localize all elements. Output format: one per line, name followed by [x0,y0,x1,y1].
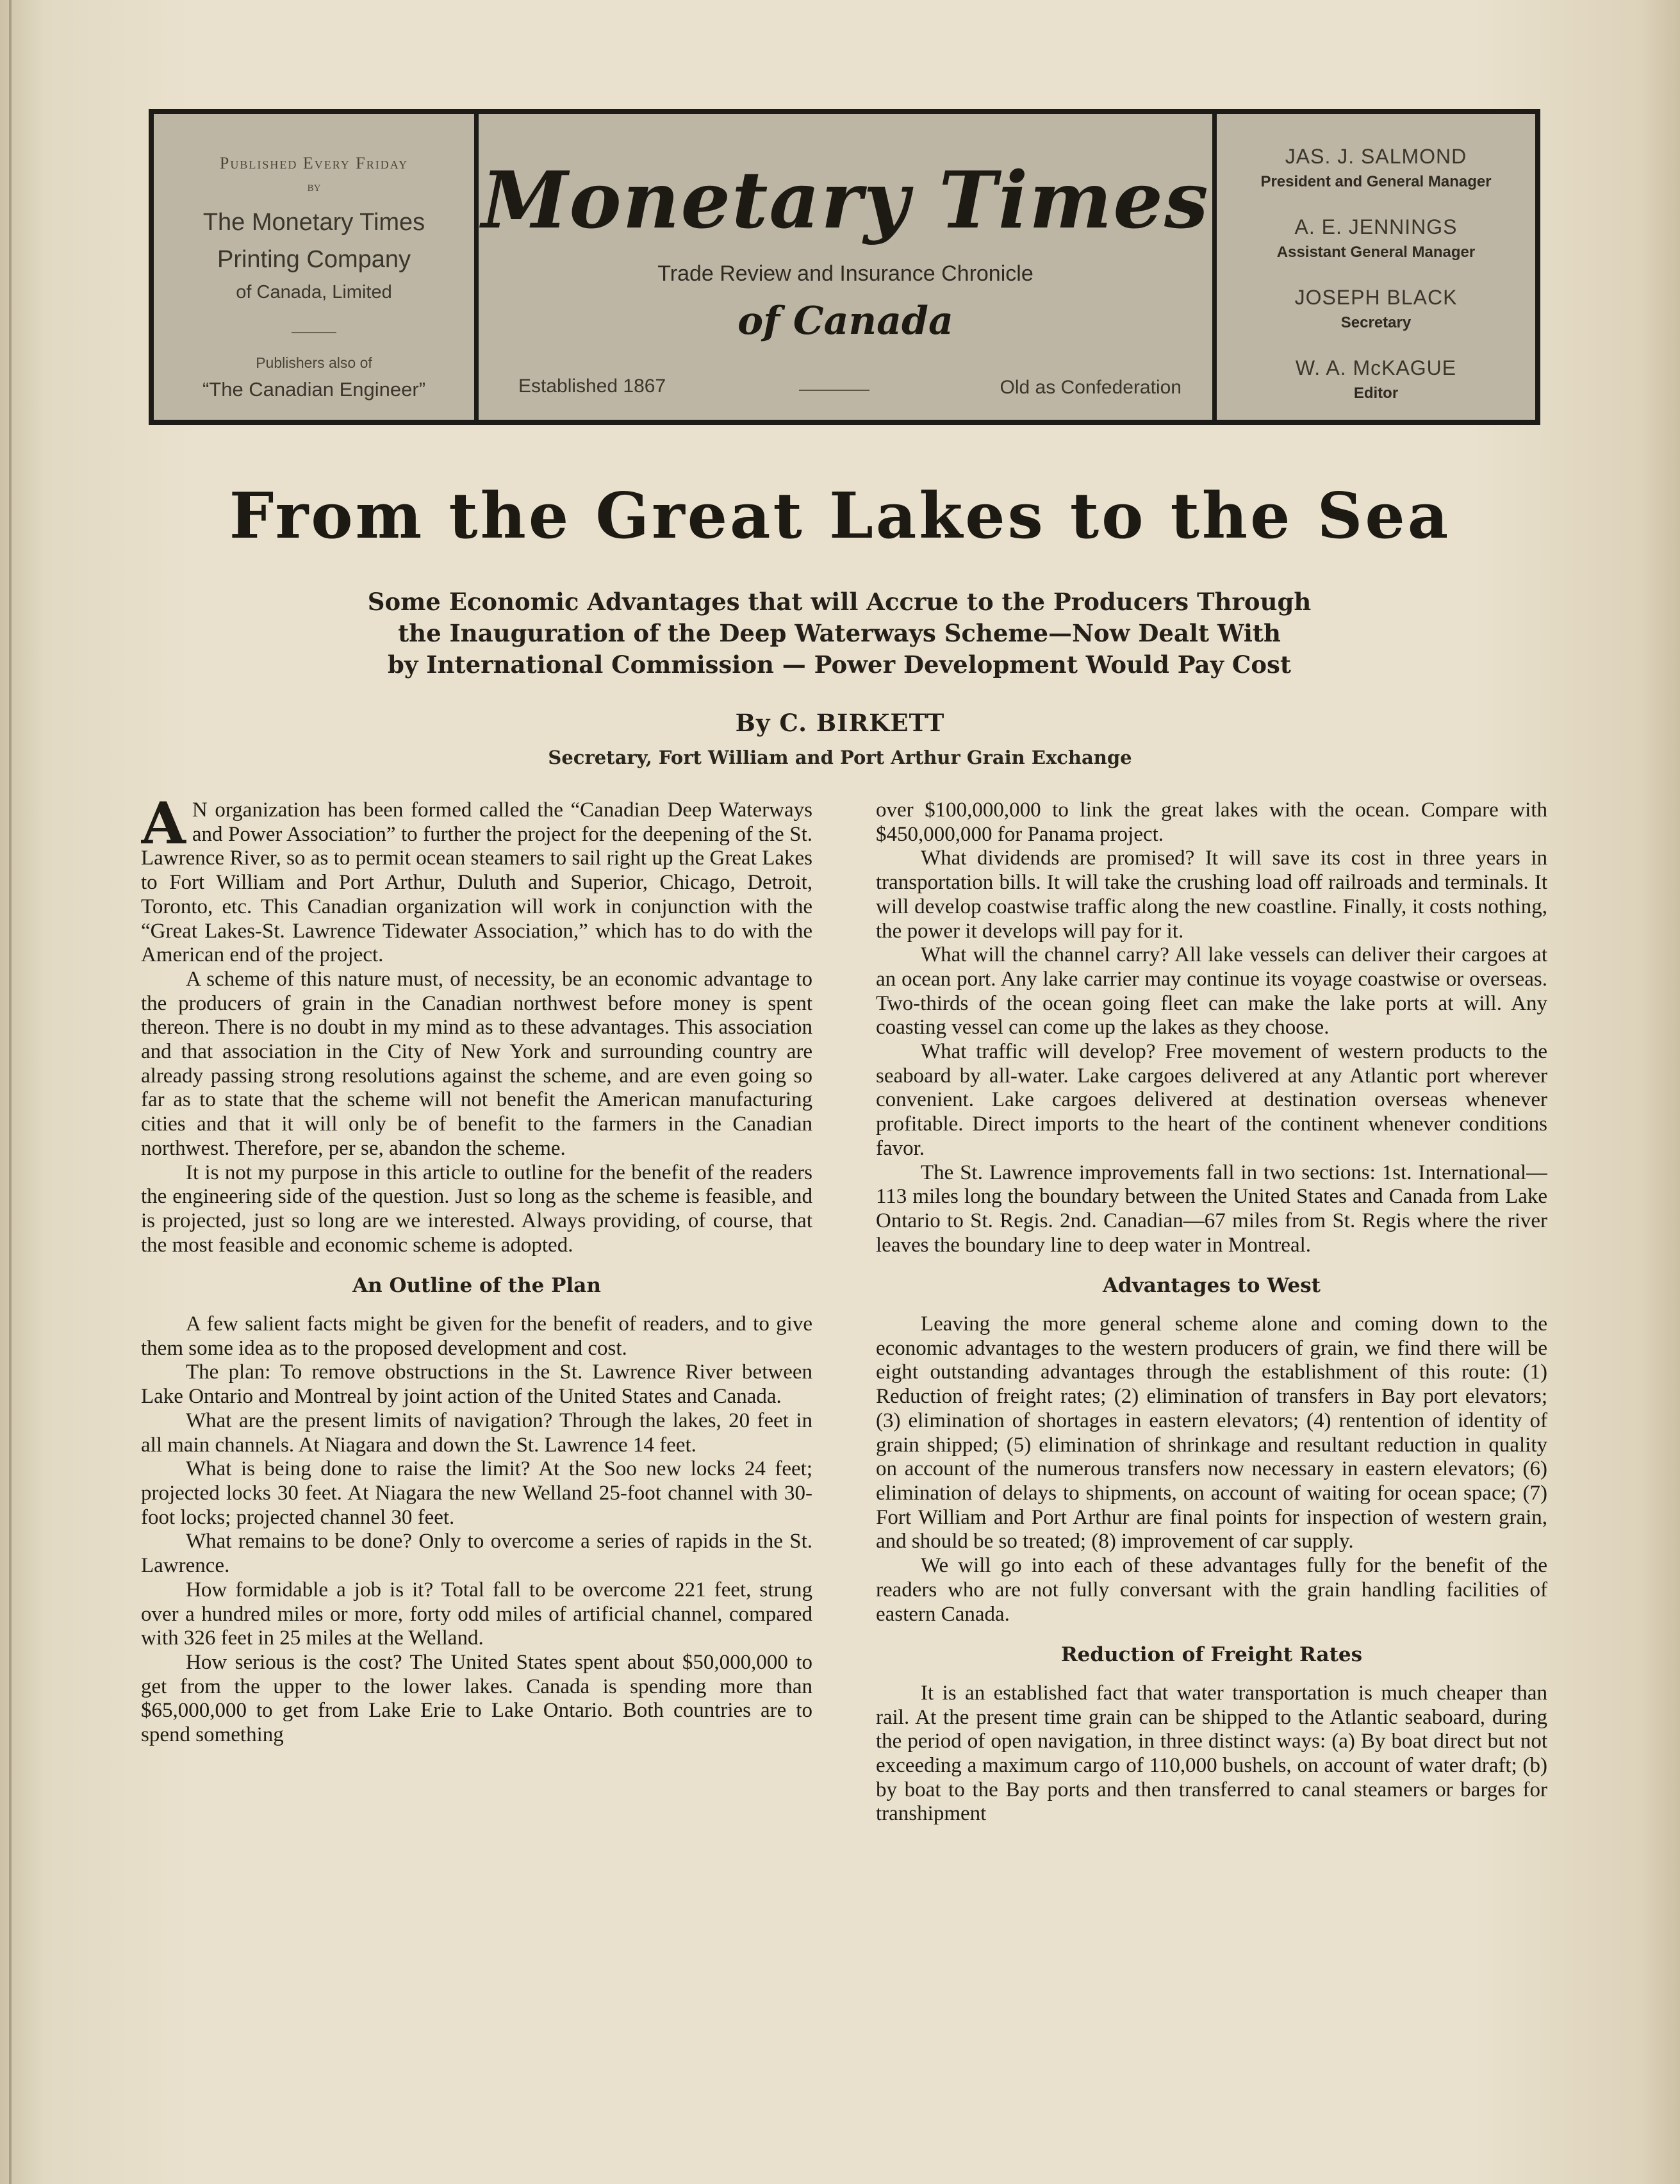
article-byline: By C. BIRKETT [735,709,945,737]
paragraph: The St. Lawrence improvements fall in two sections: 1st. International—113 miles long the boundary between the United States and Canada from Lake Ontario to St. Regis. 2nd. Canadian—67 miles from St. Regis where the river leaves the boundary line to deep water in Montreal. [876,1161,1547,1257]
publisher-by: by [307,178,321,194]
paragraph: What are the present limits of navigation? Through the lakes, 20 feet in all main channels. At Niagara and down the St. Lawrence 14 feet. [141,1409,812,1457]
officer-name: A. E. JENNINGS [1294,215,1458,238]
paragraph: What remains to be done? Only to overcome a series of rapids in the St. Lawrence. [141,1530,812,1578]
author-affiliation: Secretary, Fort William and Port Arthur Grain Exchange [548,747,1132,768]
masthead-dash [799,390,869,391]
paragraph-text: N organization has been formed called the “Canadian Deep Waterways and Power Association” to further the project for the deepening of the St. Lawrence River, so as to permit ocean steamers to sail right up the Great Lakes to Fort William and Port Arthur, Duluth and Superior, Chicago, Detroit, Toronto, etc. This Canadian organization will work in conjunction with the “Great Lakes-St. Lawrence Tidewater Association,” which has to do with the American end of the project. [141,798,812,967]
paragraph [141,798,812,968]
publisher-name-line3: of Canada, Limited [236,282,392,302]
article-column-left [141,798,812,2106]
paragraph: What dividends are promised? It will save its cost in three years in transportation bills. It will take the crushing load off railroads and terminals. It will develop coastwise traffic along the new coastline. Finally, it costs nothing, the power it develops will pay for it. [876,847,1547,943]
old-as-confederation: Old as Confederation [1000,377,1182,398]
binding-edge [9,0,12,2184]
deck-line: Some Economic Advantages that will Accrue to the Producers Through [367,588,1312,616]
officer-role: Assistant General Manager [1276,244,1476,261]
officer-role: Secretary [1340,314,1412,331]
paragraph: The plan: To remove obstructions in the St. Lawrence River between Lake Ontario and Montreal by joint action of the United States and Canada. [141,1361,812,1409]
published-every-friday: Published Every Friday [219,154,409,172]
publisher-divider [292,332,336,333]
paragraph: A scheme of this nature must, of necessity, be an economic advantage to the producers of grain in the Canadian northwest before money is spent thereon. There is no doubt in my mind as to these advantages. This association and that association in the City of New York and surrounding country are already passing strong resolutions against the scheme, and are even going so far as to state that the scheme will not benefit the American manufacturing cities and that it will only be of benefit to the farmers in the Canadian northwest. Therefore, per se, abandon the scheme. [141,967,812,1160]
newspaper-of-canada: of Canada [737,299,953,343]
paragraph: A few salient facts might be given for the benefit of readers, and to give them some idea as to the proposed development and cost. [141,1312,812,1360]
paragraph: Leaving the more general scheme alone and coming down to the economic advantages to the western producers of grain, we find there will be eight outstanding advantages through the establishment of this route: (1) Reduction of freight rates; (2) elimination of transfers in Bay port elevators; (3) elimination of shortages in eastern elevators; (4) rentention of identity of grain shipped; (5) elimination of shrinkage and resultant reduction in quality on account of the numerous transfers now necessary in eastern elevators; (6) elimination of delays to shipments, on account of waiting for ocean space; (7) Fort William and Port Arthur are final points for inspection of western grain, and should be so treated; (8) improvement of car supply. [876,1312,1547,1553]
masthead-officers-panel [1217,114,1535,420]
section-heading: An Outline of the Plan [352,1274,601,1298]
publisher-name-line2: Printing Company [217,246,411,273]
publisher-name-line1: The Monetary Times [202,209,425,236]
paragraph: What will the channel carry? All lake vessels can deliver their cargoes at an ocean port. Any lake carrier may continue its voyage coastwise or overseas. Two-thirds of the ocean going fleet can make the lake ports at will. Any coasting vessel can come up the lakes as they choose. [876,943,1547,1039]
article-headline: From the Great Lakes to the Sea [229,479,1451,553]
paragraph: What traffic will develop? Free movement of western products to the seaboard by all-water. Lake cargoes delivered at any Atlantic port wherever convenient. Lake cargoes delivered at destination overseas whenever profitable. Direct imports to the heart of the continent whenever conditions favor. [876,1040,1547,1160]
masthead [149,109,1540,425]
sister-publication: “The Canadian Engineer” [202,378,426,401]
paragraph: How serious is the cost? The United States spent about $50,000,000 to get from the upper to the lower lakes. Canada is spending more than $65,000,000 to get from Lake Erie to Lake Ontario. Both countries are to spend something [141,1650,812,1747]
drop-cap: A [141,798,186,857]
newspaper-subtitle: Trade Review and Insurance Chronicle [657,261,1034,286]
newspaper-title: Monetary Times [481,154,1210,246]
publishers-also-of: Publishers also of [256,354,372,371]
deck-line: by International Commission — Power Development Would Pay Cost [388,650,1291,679]
section-heading: Reduction of Freight Rates [1060,1643,1363,1667]
paragraph: It is an established fact that water transportation is much cheaper than rail. At the present time grain can be shipped to the Atlantic seaboard, during the period of open navigation, in three distinct ways: (a) By boat direct but not exceeding a maximum cargo of 110,000 bushels, on account of water draft; (b) by boat to the Bay ports and then transferred to canal steamers or barges for transhipment [876,1681,1547,1826]
article-column-right [876,798,1547,2106]
officer-name: JAS. J. SALMOND [1285,145,1467,168]
publisher-name [154,204,474,278]
established-date: Established 1867 [518,376,666,397]
paragraph: It is not my purpose in this article to outline for the benefit of the readers the engineering side of the question. Just so long as the scheme is feasible, and is projected, just so long are we interested. Always providing, of course, that the most feasible and economic scheme is adopted. [141,1161,812,1257]
article-deck [359,586,1320,681]
officer-name: W. A. McKAGUE [1295,356,1457,379]
paragraph: We will go into each of these advantages fully for the benefit of the readers who are not fully conversant with the grain handling facilities of eastern Canada. [876,1554,1547,1626]
paragraph: How formidable a job is it? Total fall to be overcome 221 feet, strung over a hundred miles or more, forty odd miles of artificial channel, compared with 326 feet in 25 miles at the Welland. [141,1578,812,1650]
officer-role: President and General Manager [1260,173,1492,190]
deck-line: the Inauguration of the Deep Waterways Scheme—Now Dealt With [398,619,1281,647]
officer-role: Editor [1353,385,1399,402]
paragraph: over $100,000,000 to link the great lakes with the ocean. Compare with $450,000,000 for Panama project. [876,798,1547,846]
paragraph: What is being done to raise the limit? At the Soo new locks 24 feet; projected locks 30 feet. At Niagara the new Welland 25-foot channel with 30-foot locks; projected channel 30 feet. [141,1457,812,1529]
officer-name: JOSEPH BLACK [1294,286,1458,309]
masthead-title-panel [479,114,1217,420]
section-heading: Advantages to West [1103,1274,1321,1298]
masthead-publisher-panel [154,114,479,420]
